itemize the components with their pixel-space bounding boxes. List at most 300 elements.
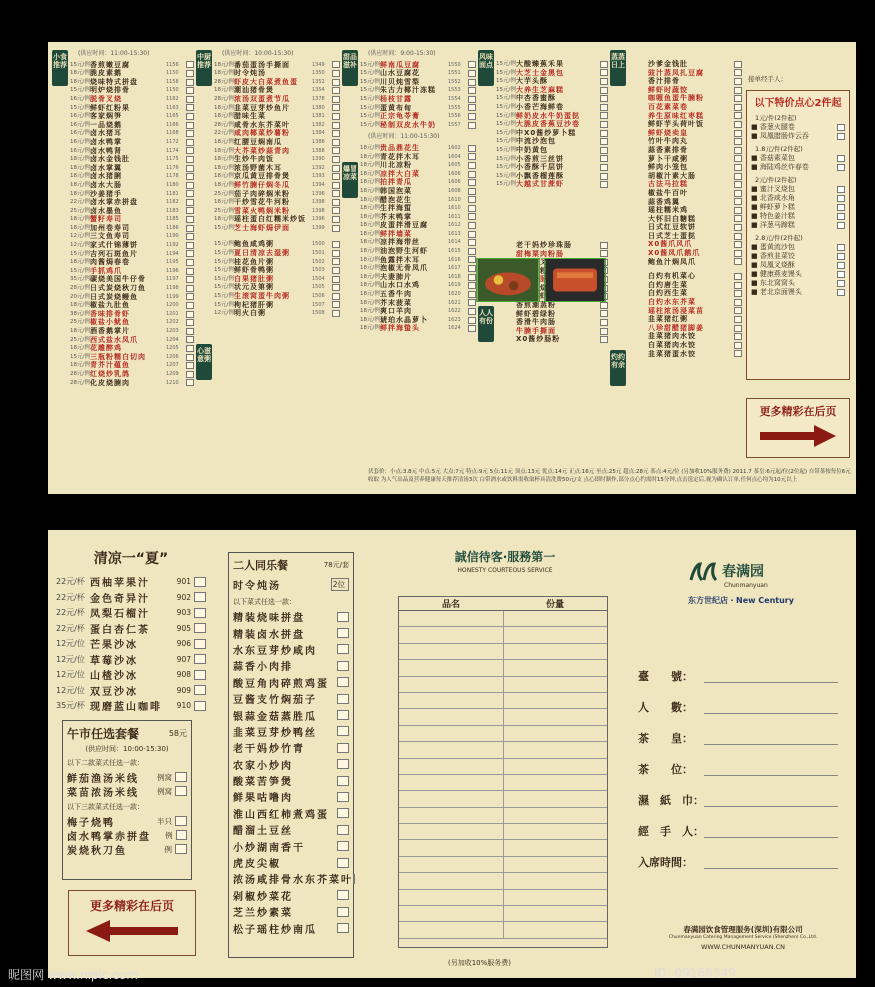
order-checkbox[interactable]: [332, 96, 340, 103]
item-price: 18元/例: [360, 273, 380, 280]
order-form-lines: [399, 611, 607, 939]
order-checkbox[interactable]: [332, 147, 340, 154]
order-checkbox[interactable]: [186, 345, 194, 352]
order-checkbox[interactable]: [837, 164, 845, 171]
order-checkbox[interactable]: [332, 61, 340, 68]
order-checkbox[interactable]: [186, 276, 194, 283]
order-checkbox[interactable]: [600, 336, 608, 343]
item-code: 1209: [166, 370, 179, 377]
info-line[interactable]: [704, 793, 838, 807]
info-line[interactable]: [704, 731, 838, 745]
order-checkbox[interactable]: [837, 222, 845, 229]
order-line[interactable]: [399, 791, 607, 807]
order-line[interactable]: [399, 660, 607, 676]
order-line[interactable]: [399, 644, 607, 660]
order-checkbox[interactable]: [194, 608, 206, 618]
order-checkbox[interactable]: [186, 182, 194, 189]
order-checkbox[interactable]: [837, 204, 845, 211]
order-checkbox[interactable]: [734, 104, 742, 111]
menu-item-row: [70, 310, 194, 319]
order-checkbox[interactable]: [734, 173, 742, 180]
order-checkbox[interactable]: [734, 130, 742, 137]
order-checkbox[interactable]: [600, 95, 608, 102]
order-checkbox[interactable]: [734, 61, 742, 68]
order-checkbox[interactable]: [837, 271, 845, 278]
order-checkbox[interactable]: [837, 244, 845, 251]
order-checkbox[interactable]: [837, 253, 845, 260]
order-line[interactable]: [399, 726, 607, 742]
order-checkbox[interactable]: [734, 78, 742, 85]
order-line[interactable]: [399, 873, 607, 889]
drink-price: 12元/位: [56, 639, 85, 649]
order-checkbox[interactable]: [332, 284, 340, 291]
order-checkbox[interactable]: [734, 282, 742, 289]
order-checkbox[interactable]: [332, 87, 340, 94]
order-checkbox[interactable]: [186, 113, 194, 120]
order-checkbox[interactable]: [734, 325, 742, 332]
order-checkbox[interactable]: [734, 250, 742, 257]
order-checkbox[interactable]: [468, 96, 476, 103]
order-checkbox[interactable]: [734, 198, 742, 205]
order-checkbox[interactable]: [468, 213, 476, 220]
order-checkbox[interactable]: [837, 280, 845, 287]
arrow-right-icon: [756, 423, 840, 449]
order-checkbox[interactable]: [337, 907, 349, 917]
order-checkbox[interactable]: [175, 816, 187, 826]
order-checkbox[interactable]: [468, 153, 476, 160]
order-checkbox[interactable]: [332, 122, 340, 129]
order-checkbox[interactable]: [468, 248, 476, 255]
order-checkbox[interactable]: [337, 776, 349, 786]
order-checkbox[interactable]: [337, 661, 349, 671]
item-name: 杨枝甘露: [380, 94, 412, 103]
info-line[interactable]: [704, 700, 838, 714]
order-checkbox[interactable]: [734, 87, 742, 94]
info-line[interactable]: [704, 762, 838, 776]
order-checkbox[interactable]: [186, 199, 194, 206]
order-checkbox[interactable]: [734, 224, 742, 231]
menu-item-row: [360, 264, 476, 273]
order-checkbox[interactable]: [332, 250, 340, 257]
company-block: [638, 924, 848, 951]
order-checkbox[interactable]: [468, 104, 476, 111]
order-checkbox[interactable]: [194, 701, 206, 711]
order-checkbox[interactable]: [186, 190, 194, 197]
item-price: 15元/例: [70, 87, 90, 94]
item-price: 18元/例: [214, 113, 234, 120]
order-checkbox[interactable]: [186, 328, 194, 335]
item-code: 1622: [448, 308, 461, 315]
order-checkbox[interactable]: [600, 147, 608, 154]
slogan-title: 誠信待客·服務第一: [454, 550, 556, 564]
order-checkbox[interactable]: [468, 308, 476, 315]
order-checkbox[interactable]: [600, 138, 608, 145]
order-checkbox[interactable]: [600, 69, 608, 76]
order-checkbox[interactable]: [186, 336, 194, 343]
order-checkbox[interactable]: [332, 156, 340, 163]
order-checkbox[interactable]: [332, 113, 340, 120]
order-checkbox[interactable]: [600, 130, 608, 137]
item-code: 1613: [448, 230, 461, 237]
order-checkbox[interactable]: [194, 592, 206, 602]
order-checkbox[interactable]: [337, 923, 349, 933]
item-price: 18元/例: [360, 291, 380, 298]
order-line[interactable]: [399, 677, 607, 693]
order-checkbox[interactable]: [734, 190, 742, 197]
item-name: 鲜虾时蔬饺: [648, 85, 688, 94]
item-price: 15元/例: [70, 250, 90, 257]
order-line[interactable]: [399, 611, 607, 627]
drink-row: [56, 636, 206, 652]
order-checkbox[interactable]: [734, 233, 742, 240]
item-price: 15元/例: [214, 258, 234, 265]
order-checkbox[interactable]: [186, 61, 194, 68]
order-checkbox[interactable]: [337, 808, 349, 818]
item-name: 卤水掌翼: [90, 163, 122, 172]
order-checkbox[interactable]: [468, 325, 476, 332]
order-checkbox[interactable]: [468, 222, 476, 229]
duo-row: [233, 805, 349, 821]
order-form-header: [399, 597, 607, 611]
order-checkbox[interactable]: [186, 319, 194, 326]
item-code: 1352: [312, 78, 325, 85]
order-checkbox[interactable]: [186, 122, 194, 129]
order-checkbox[interactable]: [332, 258, 340, 265]
order-checkbox[interactable]: [600, 302, 608, 309]
drink-name: 草莓沙冰: [90, 655, 138, 667]
order-checkbox[interactable]: [468, 61, 476, 68]
order-checkbox[interactable]: [194, 685, 206, 695]
order-checkbox[interactable]: [332, 301, 340, 308]
order-checkbox[interactable]: [332, 79, 340, 86]
order-checkbox[interactable]: [186, 268, 194, 275]
order-checkbox[interactable]: [600, 87, 608, 94]
order-checkbox[interactable]: [332, 70, 340, 77]
order-checkbox[interactable]: [600, 121, 608, 128]
order-checkbox[interactable]: [734, 147, 742, 154]
order-checkbox[interactable]: [468, 122, 476, 129]
item-name: 白菜猪肉水饺: [648, 341, 696, 349]
order-checkbox[interactable]: [468, 256, 476, 263]
order-line[interactable]: [399, 759, 607, 775]
order-checkbox[interactable]: [332, 310, 340, 317]
order-checkbox[interactable]: [734, 342, 742, 349]
item-name: 生拌海蜇: [380, 204, 412, 213]
order-checkbox[interactable]: [468, 79, 476, 86]
order-checkbox[interactable]: [337, 858, 349, 868]
order-checkbox[interactable]: [837, 186, 845, 193]
drink-name: 金色奇异汁: [90, 593, 150, 605]
lunch-portion: 半只: [157, 816, 172, 826]
order-line[interactable]: [399, 906, 607, 922]
order-checkbox[interactable]: [468, 179, 476, 186]
menu-item-row: [214, 61, 340, 70]
order-checkbox[interactable]: [332, 165, 340, 172]
item-price: 18元/例: [70, 302, 90, 309]
order-checkbox[interactable]: [186, 354, 194, 361]
order-line[interactable]: [399, 824, 607, 840]
order-checkbox[interactable]: [734, 207, 742, 214]
order-checkbox[interactable]: [468, 282, 476, 289]
order-checkbox[interactable]: [332, 130, 340, 137]
order-checkbox[interactable]: [734, 333, 742, 340]
order-checkbox[interactable]: [337, 677, 349, 687]
order-checkbox[interactable]: [468, 162, 476, 169]
item-price: 12元/例: [70, 242, 90, 249]
order-checkbox[interactable]: [734, 299, 742, 306]
item-name: 卤水墨鱼: [90, 206, 122, 215]
item-code: 1616: [448, 256, 461, 263]
order-checkbox[interactable]: [194, 577, 206, 587]
order-checkbox[interactable]: [186, 285, 194, 292]
order-checkbox[interactable]: [186, 104, 194, 111]
order-checkbox[interactable]: [337, 743, 349, 753]
order-checkbox[interactable]: [468, 274, 476, 281]
info-line[interactable]: [704, 855, 838, 869]
order-checkbox[interactable]: [186, 233, 194, 240]
order-checkbox[interactable]: [734, 138, 742, 145]
order-checkbox[interactable]: [337, 759, 349, 769]
order-checkbox[interactable]: [734, 181, 742, 188]
info-field: [638, 722, 838, 753]
order-checkbox[interactable]: [734, 69, 742, 76]
order-checkbox[interactable]: [600, 173, 608, 180]
order-checkbox[interactable]: [837, 213, 845, 220]
order-checkbox[interactable]: [337, 710, 349, 720]
order-checkbox[interactable]: [332, 216, 340, 223]
brand-name: 春满园: [722, 564, 764, 580]
menu-item-row: [70, 129, 194, 138]
order-line[interactable]: [399, 922, 607, 938]
order-checkbox[interactable]: [332, 173, 340, 180]
order-checkbox[interactable]: [332, 190, 340, 197]
order-checkbox[interactable]: [468, 196, 476, 203]
order-checkbox[interactable]: [175, 786, 187, 796]
order-line[interactable]: [399, 709, 607, 725]
order-checkbox[interactable]: [600, 112, 608, 119]
order-checkbox[interactable]: [186, 302, 194, 309]
item-code: 1199: [166, 293, 179, 300]
order-checkbox[interactable]: [468, 145, 476, 152]
item-name: 生炒牛肉饭: [234, 155, 274, 164]
item-name: 中杏香蜜酥: [516, 94, 556, 103]
order-checkbox[interactable]: [186, 87, 194, 94]
order-checkbox[interactable]: [600, 61, 608, 68]
item-code: 1163: [166, 104, 179, 111]
menu-item-row: [628, 240, 742, 249]
duo-row: [233, 854, 349, 870]
order-checkbox[interactable]: [468, 70, 476, 77]
order-checkbox[interactable]: [194, 639, 206, 649]
order-checkbox[interactable]: [186, 147, 194, 154]
order-checkbox[interactable]: [734, 350, 742, 357]
order-checkbox[interactable]: [337, 694, 349, 704]
order-line[interactable]: [399, 742, 607, 758]
item-code: 1620: [448, 291, 461, 298]
order-checkbox[interactable]: [734, 121, 742, 128]
menu-item-row: [70, 241, 194, 250]
order-line[interactable]: [399, 775, 607, 791]
order-checkbox[interactable]: [186, 371, 194, 378]
info-line[interactable]: [704, 669, 838, 683]
order-checkbox[interactable]: [186, 130, 194, 137]
order-checkbox[interactable]: [337, 612, 349, 622]
lunch-row: [67, 784, 187, 798]
menu-item-row: [214, 155, 340, 164]
order-checkbox[interactable]: [332, 225, 340, 232]
item-code: 1610: [448, 196, 461, 203]
order-checkbox[interactable]: [186, 139, 194, 146]
order-checkbox[interactable]: [734, 241, 742, 248]
order-checkbox[interactable]: [353, 874, 355, 884]
order-checkbox[interactable]: [332, 293, 340, 300]
order-checkbox[interactable]: [837, 195, 845, 202]
order-checkbox[interactable]: [600, 78, 608, 85]
order-checkbox[interactable]: [600, 242, 608, 249]
order-checkbox[interactable]: [337, 825, 349, 835]
order-line[interactable]: [399, 840, 607, 856]
order-checkbox[interactable]: [186, 207, 194, 214]
order-checkbox[interactable]: [468, 171, 476, 178]
order-checkbox[interactable]: [186, 250, 194, 257]
order-checkbox[interactable]: [468, 265, 476, 272]
menu-item-row: [70, 121, 194, 130]
order-line[interactable]: [399, 627, 607, 643]
menu-item-row: [496, 60, 608, 69]
order-checkbox[interactable]: [186, 156, 194, 163]
order-checkbox[interactable]: [837, 289, 845, 296]
order-checkbox[interactable]: [468, 299, 476, 306]
order-checkbox[interactable]: [734, 258, 742, 265]
order-line[interactable]: [399, 857, 607, 873]
order-checkbox[interactable]: [837, 124, 845, 131]
order-checkbox[interactable]: [600, 319, 608, 326]
order-checkbox[interactable]: [468, 231, 476, 238]
pricing-footnote: 伏套价：小点:3.8元 中点:5元 大点:7元 特点:9元 5点:11元 顶点:13元 优点:14元 正点:16元 至点:25元 超点:28元 茶点:4元/位 (另加收10%服务费) 2011.7 茶皇:6元起/位(2位起) 自带茶按每位6元收取 为人气出品及营养健康每天推荐清汤3次 白带酒水或饮料需收取杯具清洗费50元/支 点心即时制作,部分点心约需时15分钟,点击选定后,视为确认订单,任何点心均为10元以上: [368, 469, 851, 483]
order-checkbox[interactable]: [600, 310, 608, 317]
order-checkbox[interactable]: [332, 199, 340, 206]
order-checkbox[interactable]: [194, 623, 206, 633]
order-checkbox[interactable]: [734, 273, 742, 280]
order-checkbox[interactable]: [600, 164, 608, 171]
menu-item-row: [628, 341, 742, 350]
order-checkbox[interactable]: [186, 259, 194, 266]
order-checkbox[interactable]: [175, 772, 187, 782]
info-line[interactable]: [704, 824, 838, 838]
order-checkbox[interactable]: [837, 262, 845, 269]
order-checkbox[interactable]: [600, 181, 608, 188]
order-checkbox[interactable]: [468, 113, 476, 120]
item-code: 1398: [312, 199, 325, 206]
order-checkbox[interactable]: [337, 628, 349, 638]
order-checkbox[interactable]: [332, 104, 340, 111]
order-checkbox[interactable]: [186, 225, 194, 232]
order-checkbox[interactable]: [186, 96, 194, 103]
menu-item-row: [628, 77, 742, 86]
order-checkbox[interactable]: [600, 250, 608, 257]
order-checkbox[interactable]: [600, 104, 608, 111]
order-checkbox[interactable]: [337, 644, 349, 654]
order-checkbox[interactable]: [186, 216, 194, 223]
order-checkbox[interactable]: [837, 133, 845, 140]
order-checkbox[interactable]: [332, 276, 340, 283]
order-checkbox[interactable]: [600, 155, 608, 162]
order-checkbox[interactable]: [175, 844, 187, 854]
order-checkbox[interactable]: [186, 362, 194, 369]
order-checkbox[interactable]: [194, 654, 206, 664]
order-checkbox[interactable]: [332, 267, 340, 274]
order-checkbox[interactable]: [337, 792, 349, 802]
duo-row: [233, 904, 349, 920]
item-price: 15元/例: [496, 181, 516, 188]
special-item: [751, 279, 845, 288]
item-price: 15元/例: [496, 172, 516, 179]
order-checkbox[interactable]: [332, 207, 340, 214]
order-checkbox[interactable]: [194, 670, 206, 680]
order-checkbox[interactable]: [468, 87, 476, 94]
order-checkbox[interactable]: [186, 70, 194, 77]
order-checkbox[interactable]: [186, 173, 194, 180]
drink-code: 907: [176, 654, 191, 664]
item-code: 1204: [166, 336, 179, 343]
order-checkbox[interactable]: [186, 242, 194, 249]
special-item: [751, 194, 845, 203]
order-line[interactable]: [399, 808, 607, 824]
order-checkbox[interactable]: [734, 112, 742, 119]
order-checkbox[interactable]: [337, 841, 349, 851]
order-checkbox[interactable]: [600, 328, 608, 335]
order-line[interactable]: [399, 890, 607, 906]
order-checkbox[interactable]: [837, 155, 845, 162]
item-name: 鲜奶皮水牛奶蛋挞: [516, 111, 580, 120]
order-checkbox[interactable]: [468, 239, 476, 246]
order-checkbox[interactable]: [332, 182, 340, 189]
order-checkbox[interactable]: [734, 164, 742, 171]
special-item-name: ■ 老北京面馒头: [751, 288, 802, 296]
duo-note: 以下菜式任选一款：: [233, 597, 296, 606]
order-checkbox[interactable]: [332, 241, 340, 248]
order-checkbox[interactable]: [186, 79, 194, 86]
order-checkbox[interactable]: [734, 95, 742, 102]
order-checkbox[interactable]: [176, 830, 187, 840]
order-line[interactable]: [399, 693, 607, 709]
order-checkbox[interactable]: [337, 890, 349, 900]
special-item-name: ■ 香煎韭菜饺: [751, 252, 795, 260]
item-price: 15元/例: [360, 78, 380, 85]
order-checkbox[interactable]: [468, 188, 476, 195]
item-price: 15元/例: [360, 70, 380, 77]
drink-code: 910: [176, 701, 191, 711]
item-name: 鱼露拌木耳: [380, 255, 420, 264]
order-checkbox[interactable]: [468, 205, 476, 212]
order-checkbox[interactable]: [332, 139, 340, 146]
item-code: 1392: [312, 164, 325, 171]
order-checkbox[interactable]: [468, 317, 476, 324]
order-checkbox[interactable]: [734, 155, 742, 162]
order-checkbox[interactable]: [186, 311, 194, 318]
order-checkbox[interactable]: [186, 165, 194, 172]
item-price: 15元/例: [496, 86, 516, 93]
order-checkbox[interactable]: [468, 291, 476, 298]
order-checkbox[interactable]: [186, 293, 194, 300]
section-badge-cold: 爆冒凉菜: [342, 162, 358, 198]
order-checkbox[interactable]: [734, 307, 742, 314]
order-checkbox[interactable]: [734, 215, 742, 222]
order-checkbox[interactable]: [337, 726, 349, 736]
order-checkbox[interactable]: [186, 379, 194, 386]
order-checkbox[interactable]: [734, 290, 742, 297]
order-checkbox[interactable]: [734, 316, 742, 323]
